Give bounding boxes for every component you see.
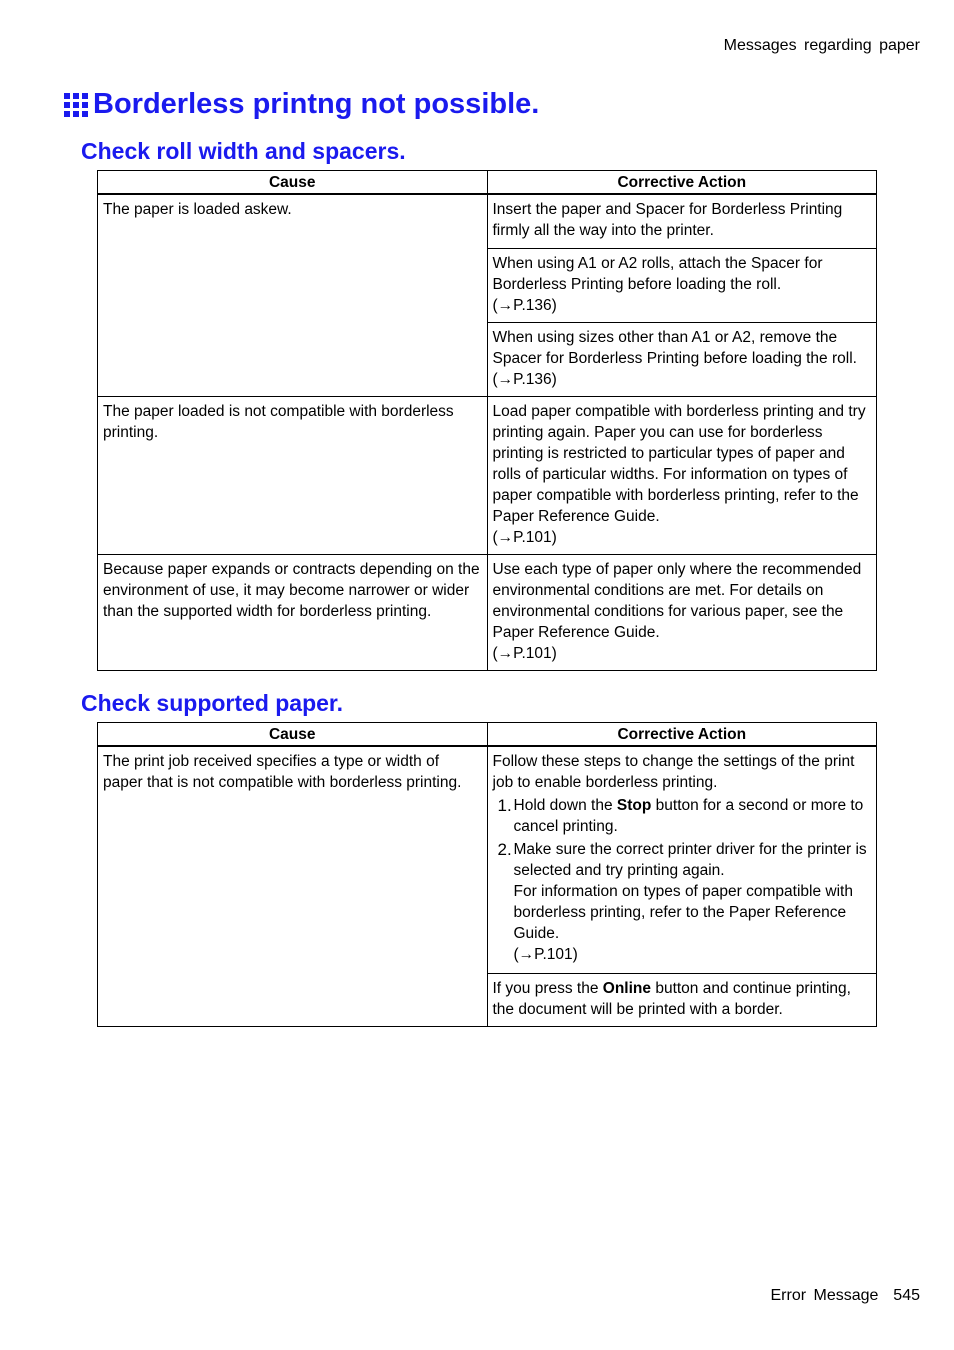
action-intro: Follow these steps to change the settings of the print job to enable borderless printing.: [492, 753, 855, 791]
column-header-cause: Cause: [98, 171, 488, 195]
action-cell: [487, 323, 877, 397]
section-heading-roll-width: Check roll width and spacers.: [81, 138, 406, 164]
page-reference: (→P.136): [492, 371, 557, 388]
action-cell: [487, 249, 877, 323]
action-cell: [487, 974, 877, 1027]
action-text: Use each type of paper only where the recommended environmental conditions are met. For details on environmental conditions for various paper, see the Paper Reference Guide.: [492, 561, 862, 641]
list-item: [493, 839, 872, 965]
step-list: [493, 795, 872, 965]
action-text: When using A1 or A2 rolls, attach the Spacer for Borderless Printing before loading the roll.: [492, 255, 823, 293]
table-row: [98, 746, 877, 974]
page-number: 545: [893, 1287, 920, 1304]
step-number: 2.: [497, 840, 512, 859]
stop-button-label: Stop: [616, 797, 652, 814]
page-reference: (→P.101): [492, 645, 557, 662]
column-header-action: Corrective Action: [487, 723, 877, 747]
grid-icon: [64, 93, 88, 117]
footer-section: Error Message: [770, 1287, 879, 1304]
step-note: For information on types of paper compatible with borderless printing, refer to the Paper Reference Guide.: [513, 883, 853, 942]
step-text: Hold down the: [513, 797, 617, 814]
cause-cell: Because paper expands or contracts depending on the environment of use, it may become narrower or wider than the supported width for borderless printing.: [98, 555, 488, 671]
table-header-row: [98, 723, 877, 747]
table-row: [98, 194, 877, 249]
page-title-text: Borderless printng not possible.: [93, 88, 540, 120]
page-footer: [770, 1287, 920, 1305]
action-cell: [487, 194, 877, 249]
action-text: button and continue printing, the document will be printed with a border.: [492, 980, 851, 1018]
roll-width-table: [97, 170, 877, 671]
column-header-action: Corrective Action: [487, 171, 877, 195]
column-header-cause: Cause: [98, 723, 488, 747]
page-title: [64, 88, 539, 121]
cause-cell: The paper loaded is not compatible with borderless printing.: [98, 397, 488, 555]
cause-cell: The print job received specifies a type or width of paper that is not compatible with borderless printing.: [98, 746, 488, 1027]
online-button-label: Online: [602, 980, 652, 997]
section-heading-supported-paper: Check supported paper.: [81, 690, 344, 716]
page-reference: (→P.101): [513, 946, 578, 963]
action-cell: [487, 746, 877, 974]
page-reference: (→P.101): [492, 529, 557, 546]
list-item: [493, 795, 872, 837]
action-text: Load paper compatible with borderless printing and try printing again. Paper you can use for borderless printing is restricted to particular types of paper and rolls of particular widths. For information on types of paper compatible with borderless printing, refer to the Paper Reference Guide.: [492, 403, 866, 525]
table-header-row: [98, 171, 877, 195]
supported-paper-table: [97, 722, 877, 1027]
cause-cell: The paper is loaded askew.: [98, 194, 488, 397]
action-text: When using sizes other than A1 or A2, remove the Spacer for Borderless Printing before loading the roll.: [492, 329, 857, 367]
step-text: Make sure the correct printer driver for the printer is selected and try printing again.: [513, 841, 867, 879]
action-cell: [487, 555, 877, 671]
step-number: 1.: [497, 796, 512, 815]
action-text: Insert the paper and Spacer for Borderless Printing firmly all the way into the printer.: [492, 201, 843, 239]
action-cell: [487, 397, 877, 555]
table-row: [98, 397, 877, 555]
table-row: [98, 555, 877, 671]
step-text: button for a second or more to cancel printing.: [513, 797, 864, 835]
page-reference: (→P.136): [492, 297, 557, 314]
action-text: If you press the: [492, 980, 603, 997]
running-header: Messages regarding paper: [723, 37, 920, 54]
